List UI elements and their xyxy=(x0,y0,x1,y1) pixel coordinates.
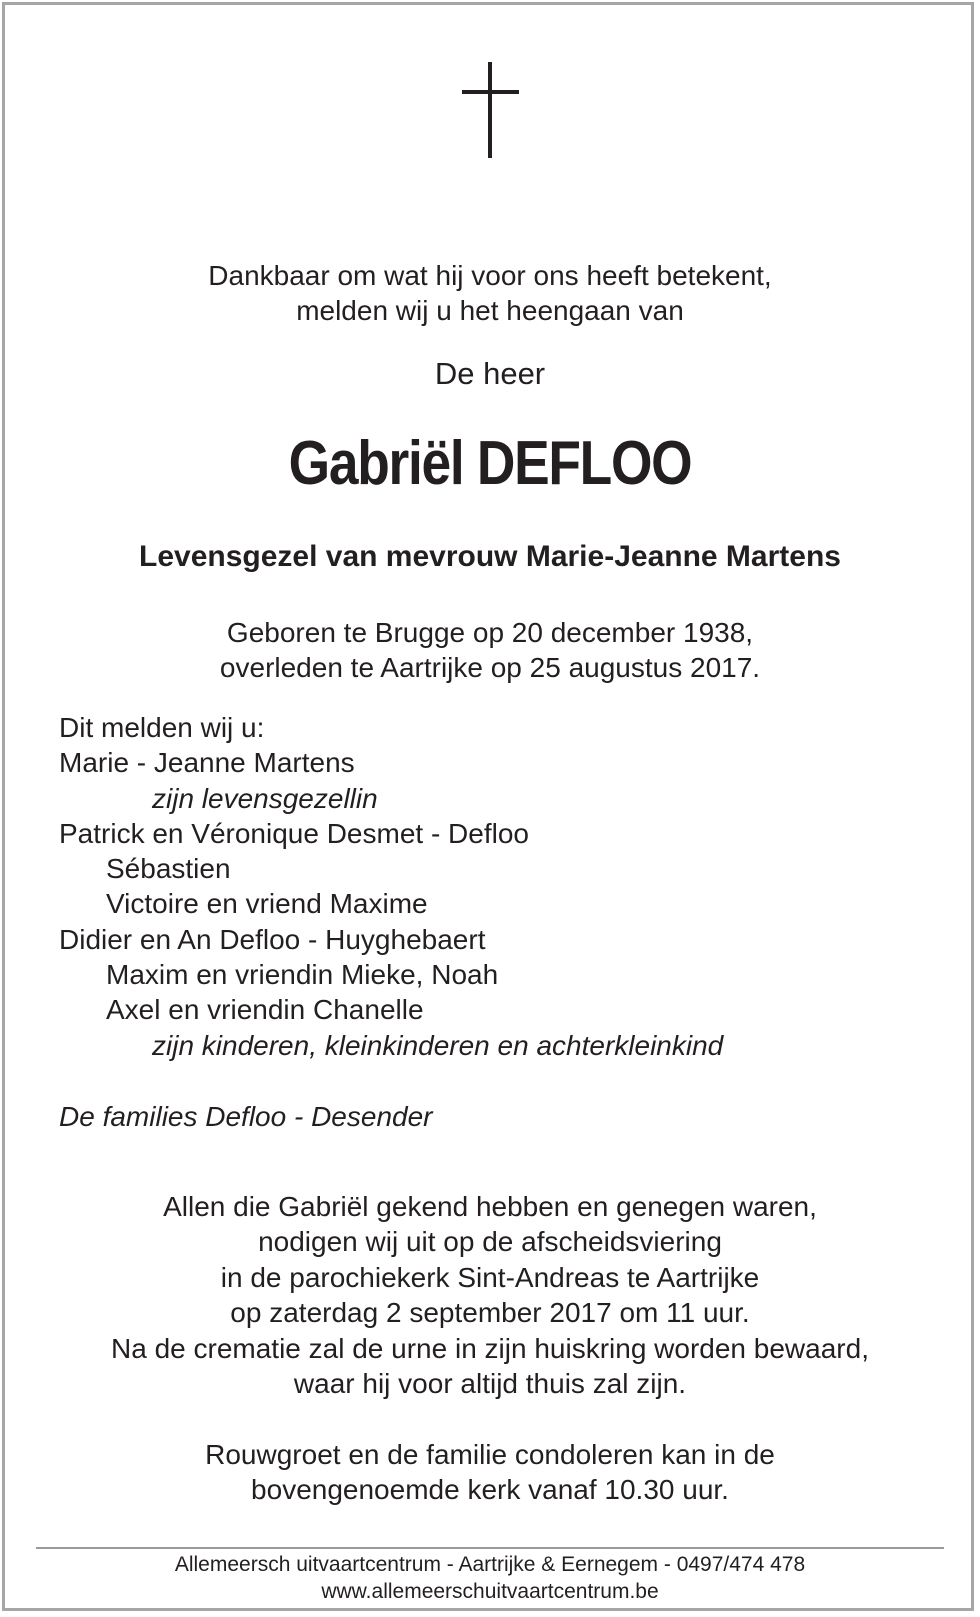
condolence-line: Rouwgroet en de familie condoleren kan in de xyxy=(205,1439,775,1470)
family-role: zijn levensgezellin xyxy=(152,782,378,814)
salutation: De heer xyxy=(434,356,546,391)
family-member: Didier en An Defloo - Huyghebaert xyxy=(59,923,486,955)
birth-line: Geboren te Brugge op 20 december 1938, xyxy=(226,617,754,648)
ceremony-line: Allen die Gabriël gekend hebben en genegen waren, xyxy=(163,1191,817,1222)
family-intro: Dit melden wij u: xyxy=(59,712,265,743)
ceremony-line: nodigen wij uit op de afscheidsviering xyxy=(258,1226,722,1258)
intro-line: melden wij u het heengaan van xyxy=(296,295,684,326)
life-dates xyxy=(0,615,980,685)
ceremony-line: in de parochiekerk Sint-Andreas te Aartrijke xyxy=(220,1261,760,1293)
ceremony-line: Na de crematie zal de urne in zijn huiskring worden bewaard, xyxy=(111,1332,869,1364)
families-line: De families Defloo - Desender xyxy=(59,1101,433,1132)
latin-cross-icon xyxy=(0,62,980,158)
partner-line: Levensgezel van mevrouw Marie-Jeanne Martens xyxy=(139,540,841,573)
family-list xyxy=(59,710,939,1063)
funeral-home-info: Allemeersch uitvaartcentrum - Aartrijke & Eernegem - 0497/474 478 xyxy=(174,1553,806,1576)
footer xyxy=(0,1551,980,1605)
deceased-name: Gabriël DEFLOO xyxy=(288,429,692,498)
condolence-text xyxy=(0,1437,980,1507)
ceremony-line: waar hij voor altijd thuis zal zijn. xyxy=(293,1368,687,1400)
family-member: Sébastien xyxy=(106,853,231,885)
family-member: Patrick en Véronique Desmet - Defloo xyxy=(59,817,529,849)
family-role: zijn kinderen, kleinkinderen en achterkleinkind xyxy=(152,1029,724,1061)
family-member: Victoire en vriend Maxime xyxy=(106,888,428,920)
family-member: Maxim en vriendin Mieke, Noah xyxy=(106,959,499,991)
family-member: Marie - Jeanne Martens xyxy=(59,747,355,779)
condolence-line: bovengenoemde kerk vanaf 10.30 uur. xyxy=(251,1474,729,1505)
intro-text xyxy=(0,258,980,328)
intro-line: Dankbaar om wat hij voor ons heeft betekent, xyxy=(208,260,772,291)
ceremony-text xyxy=(0,1189,980,1401)
website-link[interactable]: www.allemeerschuitvaartcentrum.be xyxy=(321,1580,659,1603)
family-member: Axel en vriendin Chanelle xyxy=(106,994,424,1026)
ceremony-line: op zaterdag 2 september 2017 om 11 uur. xyxy=(230,1297,750,1329)
footer-divider xyxy=(36,1547,944,1549)
death-line: overleden te Aartrijke op 25 augustus 2017. xyxy=(219,652,761,683)
